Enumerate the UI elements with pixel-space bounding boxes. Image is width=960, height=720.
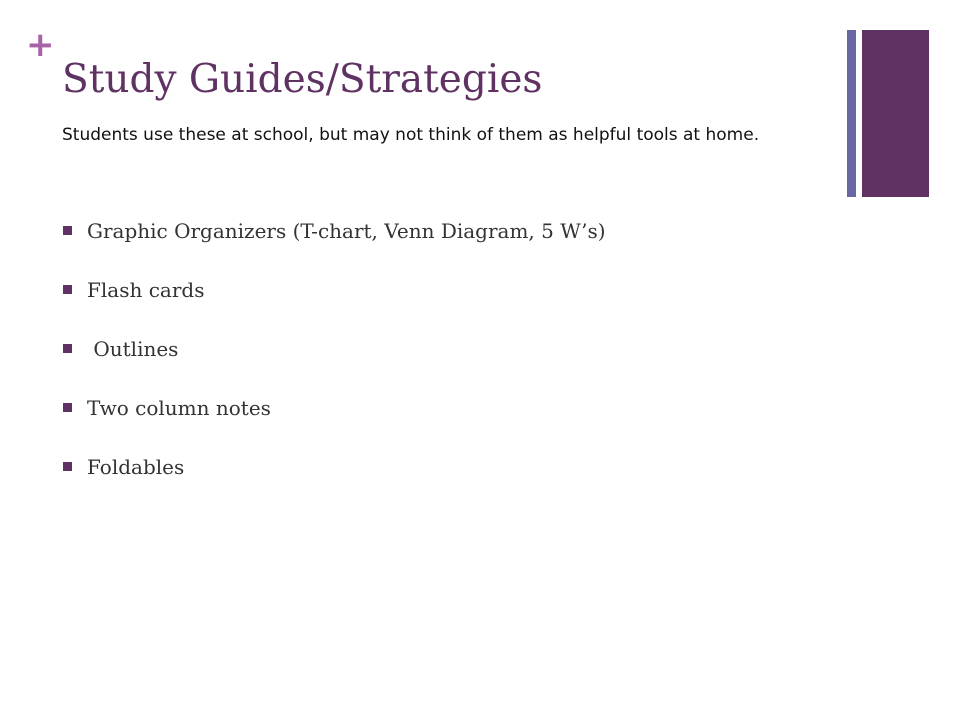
bullet-item-foldables: [62, 450, 185, 509]
plus-icon: +: [26, 25, 55, 65]
square-bullet-icon: [63, 462, 72, 471]
accent-bar-thick: [862, 30, 929, 197]
slide-title: Study Guides/Strategies: [62, 57, 543, 102]
square-bullet-icon: [63, 285, 72, 294]
slide-subtitle: Students use these at school, but may not think of them as helpful tools at home.: [62, 125, 760, 145]
bullet-item-two-column-notes: [62, 391, 271, 450]
accent-bar-thin: [847, 30, 856, 197]
square-bullet-icon: [63, 344, 72, 353]
bullet-item-graphic-organizers: [62, 214, 606, 273]
bullet-text: Two column notes: [87, 396, 271, 420]
bullet-list: [62, 214, 606, 509]
square-bullet-icon: [63, 403, 72, 412]
bullet-item-outlines: [62, 332, 179, 391]
bullet-text: Foldables: [87, 455, 185, 479]
square-bullet-icon: [63, 226, 72, 235]
bullet-text: Outlines: [87, 337, 179, 361]
bullet-text: Flash cards: [87, 278, 205, 302]
bullet-item-flash-cards: [62, 273, 205, 332]
bullet-text: Graphic Organizers (T-chart, Venn Diagram, 5 W’s): [87, 219, 606, 243]
